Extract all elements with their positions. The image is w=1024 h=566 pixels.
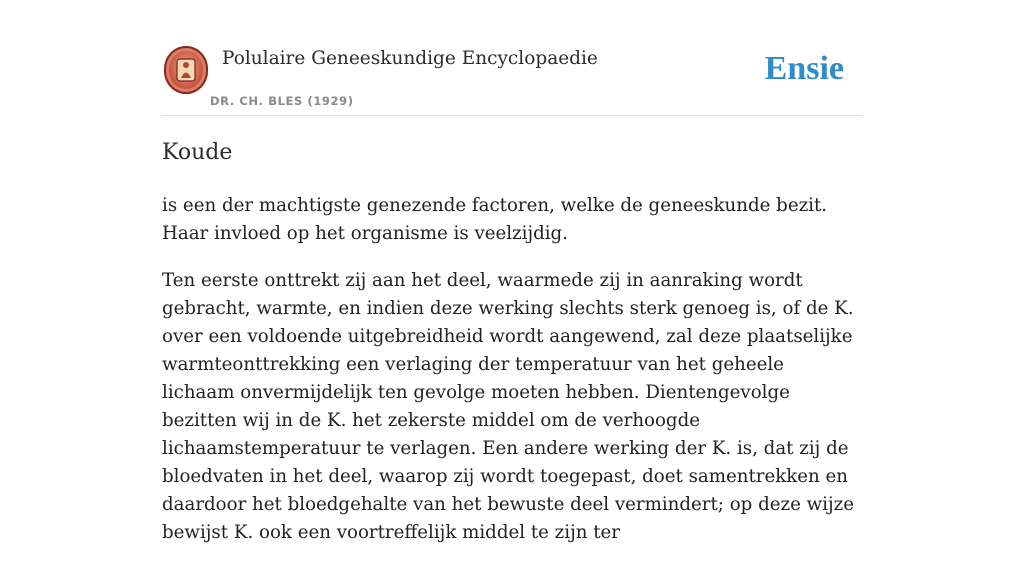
book-title[interactable]: Polulaire Geneeskundige Encyclopaedie [222, 48, 598, 69]
seal-logo-icon[interactable] [164, 46, 208, 94]
author-label: DR. CH. BLES (1929) [210, 94, 354, 108]
entry-body [162, 192, 862, 566]
header [162, 40, 862, 116]
brand-logo[interactable]: Ensie [764, 50, 844, 87]
entry-title: Koude [162, 140, 233, 165]
entry-paragraph: is een der machtigste genezende factoren, welke de geneeskunde bezit. Haar invloed op het organisme is veelzijdig. [162, 195, 828, 244]
entry-paragraph: Ten eerste onttrekt zij aan het deel, waarmede zij in aanraking wordt gebracht, warmte, en indien deze werking slechts sterk genoeg is, of de K. over een voldoende uitgebreidheid wordt aangewend, zal deze plaatselijke warmteonttrekking een verlaging der temperatuur van het geheele lichaam onvermijdelijk ten gevolge moeten hebben. Dientengevolge bezitten wij in de K. het zekerste middel om de verhoogde lichaamstemperatuur te verlagen. Een andere werking der K. is, dat zij de bloedvaten in het deel, waarop zij wordt toegepast, doet samentrekken en daardoor het bloedgehalte van het bewuste deel vermindert; op deze wijze bewijst K. ook een voortreffelijk middel te zijn ter [162, 270, 854, 543]
